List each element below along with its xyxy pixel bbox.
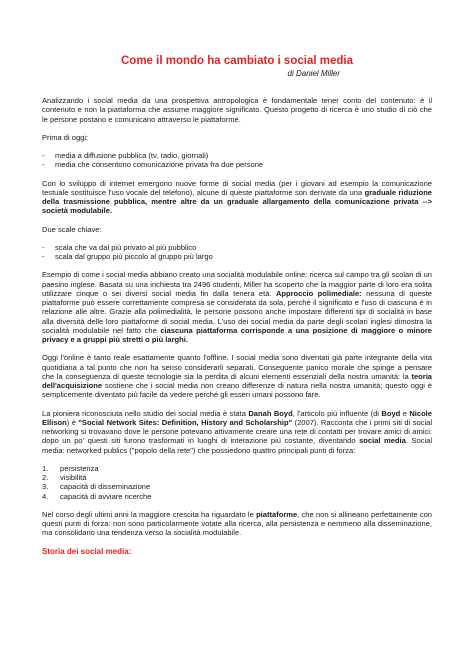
danah-boyd-paragraph: La pioniera riconosciuta nello studio dei social media è stata Danah Boyd, l'articolo più influente (di Boyd e Nicole Ellison) è "Social Network Sites: Definition, History and Scholarship" (2007). Racconta che i primi siti di social networking si trovavano dove le persone potevano attivamente creare una rete di contatti per trovare amici di amici: dopo un po' questi siti furono trasformati in luoghi di interazione più costante, diventando social media. Social media: networked publics ("popolo della rete") che possiedono quattro principali punti di forza: <box>42 408 432 455</box>
list-item: 4. capacità di avviare ricerche <box>42 491 152 501</box>
list-number: 3. <box>42 482 49 492</box>
list-item: 3. capacità di disseminazione <box>42 482 151 492</box>
document-author: di Daniel Miller <box>287 69 340 78</box>
strengths-list <box>42 464 432 501</box>
list-number: 2. <box>42 473 49 482</box>
platforms-paragraph: Nel corso degli ultimi anni la maggiore crescita ha riguardato le piattaforme, che non si allineano perfettamente con questi punti di forza: non sono particolarmente votate alla ricerca, alla persistenza e nemmeno alla disseminazione, ma consolidano una tendenza verso la socialità modulabile. <box>42 509 432 538</box>
social-media-evolution-paragraph: Con lo sviluppo di internet emergono nuove forme di social media (per i giovani ad esempio la comunicazione testuale sostituisce l'uso vocale del telefono), alcune di queste piattaforme son derivate da una graduale riduzione della trasmissione pubblica, mentre altre da un graduale allargamento della comunicazione privata --> società modulabile. <box>42 178 433 216</box>
list-number: 4. <box>42 491 49 501</box>
bullet-mark: - <box>42 252 45 261</box>
list-number: 1. <box>42 463 49 473</box>
polymedia-paragraph: Esempio di come i social media abbiano creato una socialità modulabile online: ricerca sul campo tra gli scolari di un paesino inglese. Basata su una inchiesta tra 2496 studenti, Miller ha scoperto che la maggior parte di loro era solita utilizzare cinque o sei diversi social media fin dalla tenera età. Approccio polimediale: nessuna di queste piattaforme può essere correttamente compresa se considerata da sola, perché il significato e l'uso di ciascuna è in relazione alle altre. Grazie alla polimedialità, le persone possono anche impostare differenti tipi di socialità in base alla diversità delle loro piattaforme di social media. L'uso dei social media da parte degli scolari inglesi dimostra la socialità modulabile nel fatto che ciascuna piattaforma corrisponde a una posizione di maggiore o minore privacy e a gruppi più stretti o più larghi. <box>42 270 432 344</box>
scale-label: Due scale chiave: <box>42 224 102 234</box>
list-item: 1. persistenza <box>42 463 99 473</box>
intro-paragraph: Analizzando i social media da una prospettiva antropologica è fondamentale tener conto del contenuto: è il contenuto e non la piattaforma che assume maggiore significato. Questo progetto di ricerca è uno studio di ciò che le persone postano e comunicano attraverso le piattaforme. <box>42 96 432 124</box>
document-title: Come il mondo ha cambiato i social media <box>121 55 353 67</box>
section-heading-history: Storia dei social media: <box>42 546 132 556</box>
list-item: - media a diffusione pubblica (tv, radio, giornali) <box>42 151 209 160</box>
bullet-mark: - <box>42 160 45 170</box>
online-offline-paragraph: Oggi l'online è tanto reale esattamente quanto l'offline. I social media sono diventati già parte integrante della vita quotidiana a tal punto che non ha senso considerarli separati. Conseguente panico morale che spinge a pensare che la conseguenza di queste tecnologie sia la perdita di alcuni elementi essenziali della nostra umanità: la teoria dell'acquisizione sostiene che i social media non creano differenze di natura nella nostra umanità; questo oggi è semplicemente diventato più facile da vedere perché gli esseri umani possono fare. <box>42 353 432 400</box>
list-item: - scala che va dal più privato al più pubblico <box>42 242 197 252</box>
prima-list <box>42 151 432 170</box>
list-item: - media che consentono comunicazione privata fra due persone <box>42 160 264 170</box>
list-item: - scala dal gruppo più piccolo al gruppo più largo <box>42 252 213 261</box>
prima-label: Prima di oggi: <box>42 132 89 142</box>
bullet-mark: - <box>42 151 45 160</box>
scale-list <box>42 243 432 262</box>
bullet-mark: - <box>42 242 45 252</box>
list-item: 2. visibilità <box>42 473 87 482</box>
